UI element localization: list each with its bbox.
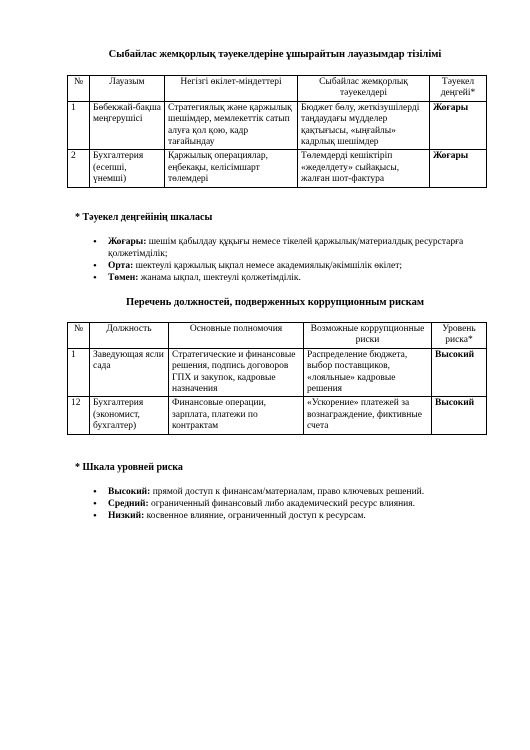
kz-row2-position: Бухгалтерия (есепші, үнемші) [90, 150, 165, 187]
ru-row1-num: 1 [68, 348, 90, 397]
list-item [108, 486, 503, 498]
ru-header-duties: Основные полномочия [169, 323, 304, 349]
kz-row2-num: 2 [68, 150, 90, 187]
kz-scale-title: * Тәуекел деңгейінің шкаласы [75, 212, 213, 223]
kz-row2-risks: Төлемдерді кешіктіріп «жеделдету» сыйақысы, жалған шот-фактура [298, 150, 430, 187]
ru-row1-position: Заведующая ясли сада [90, 348, 169, 397]
kz-row2-duties: Қаржылық операциялар, еңбекақы, келісімшарт төлемдері [165, 150, 298, 187]
kz-scale-list [90, 236, 503, 284]
ru-header-level: Уровень риска* [432, 323, 487, 349]
ru-header-position: Должность [90, 323, 169, 349]
kz-scale-low-label: Төмен: [108, 273, 139, 284]
ru-scale-mid-text: ограниченный финансовый либо академический ресурс влияния. [148, 499, 416, 510]
ru-title: Перечень должностей, подверженных коррупционным рискам [126, 297, 424, 308]
list-item [108, 510, 503, 522]
ru-row2-position: Бухгалтерия (экономист, бухгалтер) [90, 397, 169, 434]
ru-scale-low-text: косвенное влияние, ограниченный доступ к ресурсам. [144, 511, 366, 522]
kz-row1-duties: Стратегиялық және қаржылық шешімдер, мемлекеттік сатып алуға қол қою, кадр тағайындау [165, 101, 298, 150]
kz-row1-num: 1 [68, 101, 90, 150]
kz-title: Сыбайлас жемқорлық тәуекелдеріне ұшырайтын лауазымдар тізілімі [108, 49, 442, 60]
ru-scale-list [90, 486, 503, 522]
kz-table-header-row [68, 76, 487, 102]
kz-scale-mid-text: шектеулі қаржылық ықпал немесе академиялық/әкімшілік өкілет; [133, 261, 403, 272]
kz-header-num: № [68, 76, 90, 102]
kz-row1-risks: Бюджет бөлу, жеткізушілерді таңдаудағы мүдделер қақтығысы, «ыңғайлы» кадрлық шешімдер [298, 101, 430, 150]
table-row [68, 101, 487, 150]
list-item [108, 260, 503, 272]
ru-row1-duties: Стратегические и финансовые решения, подпись договоров ГПХ и закупок, кадровые назначения [169, 348, 304, 397]
ru-row1-level: Высокий [432, 348, 487, 397]
kz-scale-high-label: Жоғары: [108, 237, 147, 247]
kz-row1-level: Жоғары [430, 101, 487, 150]
ru-scale-mid-label: Средний: [108, 499, 149, 510]
ru-header-num: № [68, 323, 90, 349]
ru-header-risks: Возможные коррупционные риски [304, 323, 432, 349]
table-row [68, 397, 487, 434]
kz-row2-level: Жоғары [430, 150, 487, 187]
kz-scale-low-text: жанама ықпал, шектеулі қолжетімділік. [138, 273, 301, 284]
kz-header-duties: Негізгі өкілет-міндеттері [165, 76, 298, 102]
ru-row1-risks: Распределение бюджета, выбор поставщиков, «лояльные» кадровые решения [304, 348, 432, 397]
ru-scale-high-text: прямой доступ к финансам/материалам, право ключевых решений. [150, 487, 425, 497]
ru-row2-duties: Финансовые операции, зарплата, платежи по контрактам [169, 397, 304, 434]
ru-table-header-row [68, 323, 487, 349]
ru-scale-high-label: Высокий: [108, 487, 151, 497]
ru-row2-level: Высокий [432, 397, 487, 434]
kz-header-level: Тәуекел деңгейі* [430, 76, 487, 102]
kz-scale-mid-label: Орта: [108, 261, 134, 272]
ru-scale-title: * Шкала уровней риска [75, 462, 183, 473]
kz-header-position: Лауазым [90, 76, 165, 102]
ru-row2-risks: «Ускорение» платежей за вознаграждение, фиктивные счета [304, 397, 432, 434]
list-item [108, 272, 503, 284]
kz-row1-position: Бөбекжай-бақша меңгерушісі [90, 101, 165, 150]
ru-scale-low-label: Низкий: [108, 511, 145, 522]
table-row [68, 150, 487, 187]
list-item [108, 498, 503, 510]
ru-row2-num: 12 [68, 397, 90, 434]
table-row [68, 348, 487, 397]
kz-header-risks: Сыбайлас жемқорлық тәуекелдері [298, 76, 430, 102]
kz-risk-table [67, 75, 487, 188]
ru-risk-table [67, 322, 487, 435]
list-item [108, 236, 503, 260]
kz-scale-high-text: шешім қабылдау құқығы немесе тікелей қаржылық/материалдық ресурстарға қолжетімділік; [108, 237, 464, 260]
